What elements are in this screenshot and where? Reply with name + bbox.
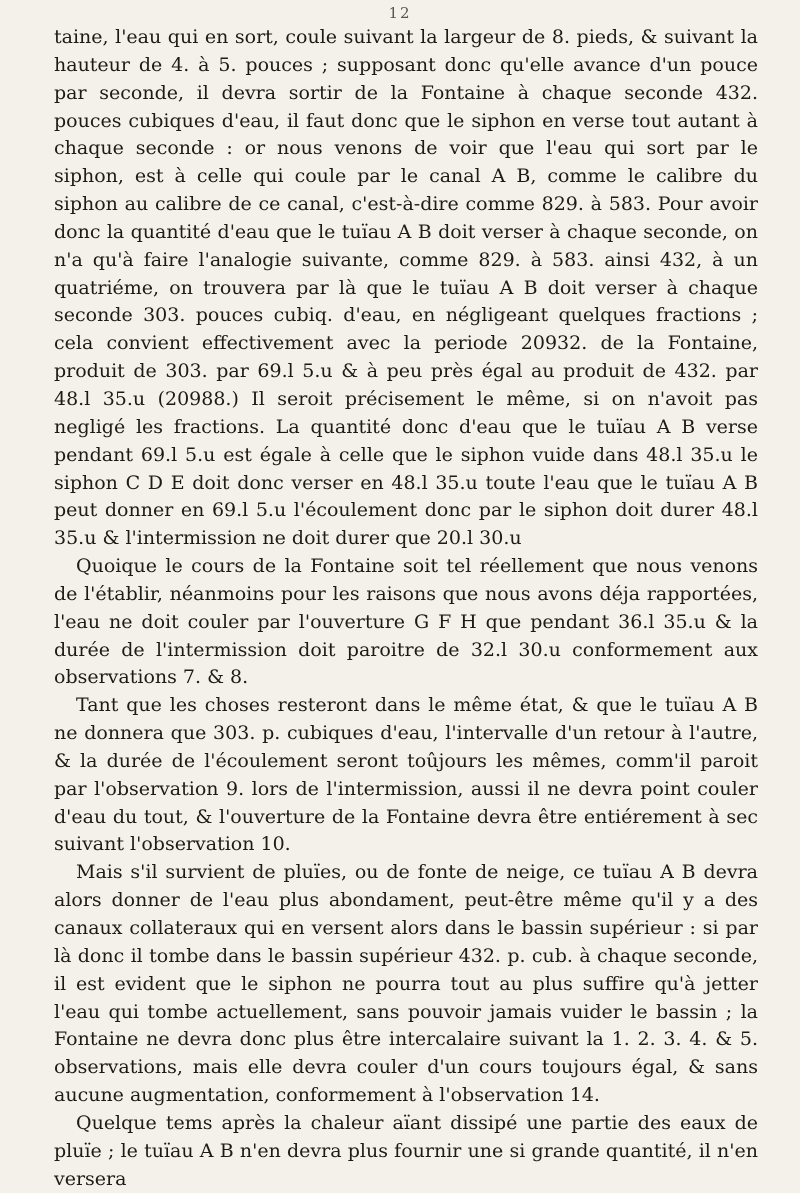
paragraph-continuation: taine, l'eau qui en sort, coule suivant la largeur de 8. pieds, & suivant la hauteur de 4. à 5. pouces ; supposant donc qu'elle avance d'un pouce par seconde, il devra sortir de la Fontaine à chaque seconde 432. pouces cubiques d'eau, il faut donc que le siphon en verse tout autant à chaque seconde : or nous venons de voir que l'eau qui sort par le siphon, est à celle qui coule par le canal A B, comme le calibre du siphon au calibre de ce canal, c'est-à-dire comme 829. à 583. Pour avoir donc la quantité d'eau que le tuïau A B doit verser à chaque seconde, on n'a qu'à faire l'analogie suivante, comme 829. à 583. ainsi 432, à un quatriéme, on trouvera par là que le tuïau A B doit verser à chaque seconde 303. pouces cubiq. d'eau, en négligeant quelques fractions ; cela convient effectivement avec la periode 20932. de la Fontaine, produit de 303. par 69.l 5.u & à peu près égal au produit de 432. par 48.l 35.u (20988.) Il seroit précisement le même, si on n'avoit pas negligé les fractions. La quantité donc d'eau que le tuïau A B verse pendant 69.l 5.u est égale à celle que le siphon vuide dans 48.l 35.u le siphon C D E doit donc verser en 48.l 35.u toute l'eau que le tuïau A B peut donner en 69.l 5.u l'écoulement donc par le siphon doit durer 48.l 35.u & l'intermission ne doit durer que 20.l 30.u <box>54 26 758 550</box>
paragraph-2: Quoique le cours de la Fontaine soit tel réellement que nous venons de l'établir, néanmoins pour les raisons que nous avons déja rapportées, l'eau ne doit couler par l'ouverture G F H que pendant 36.l 35.u & la durée de l'intermission doit paroitre de 32.l 30.u conformement aux observations 7. & 8. <box>54 555 758 689</box>
body-text <box>54 24 758 1193</box>
paragraph-4: Mais s'il survient de pluïes, ou de fonte de neige, ce tuïau A B devra alors donner de l'eau plus abondament, peut-être même qu'il y a des canaux collateraux qui en versent alors dans le bassin supérieur : si par là donc il tombe dans le bassin supérieur 432. p. cub. à chaque seconde, il est evident que le siphon ne pourra tout au plus suffire qu'à jetter l'eau qui tombe actuellement, sans pouvoir jamais vuider le bassin ; la Fontaine ne devra donc plus être intercalaire suivant la 1. 2. 3. 4. & 5. observations, mais elle devra couler d'un cours toujours égal, & sans aucune augmentation, conformement à l'observation 14. <box>54 861 758 1107</box>
page-number: 12 <box>388 4 412 22</box>
paragraph-3: Tant que les choses resteront dans le même état, & que le tuïau A B ne donnera que 303. p. cubiques d'eau, l'intervalle d'un retour à l'autre, & la durée de l'écoulement seront toûjours les mêmes, comm'il paroit par l'observation 9. lors de l'intermission, aussi il ne devra point couler d'eau du tout, & l'ouverture de la Fontaine devra être entiérement à sec suivant l'observation 10. <box>54 694 758 856</box>
paragraph-5: Quelque tems après la chaleur aïant dissipé une partie des eaux de pluïe ; le tuïau A B n'en devra plus fournir une si grande quantité, il n'en versera <box>54 1111 758 1190</box>
